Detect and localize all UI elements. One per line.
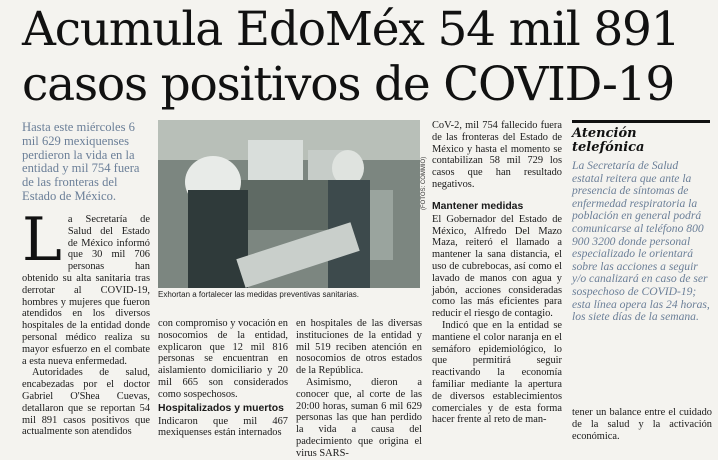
summary-deck: Hasta este miércoles 6 mil 629 mexiquenses perdieron la vida en la entidad y mil 754 fuera de las fronteras del Estado de México. xyxy=(22,120,140,203)
column-4-paragraph-2: El Gobernador del Estado de México, Alfredo Del Mazo Maza, reiteró el llamado a mantener la sana distancia, el uso de cubrebocas, así como el lavado de manos con agua y jabón, acciones consideradas como las más eficientes para reducir el riesgo de contagio. xyxy=(432,213,562,320)
column-3 xyxy=(296,318,422,460)
photo-caption: Exhortan a fortalecer las medidas preventivas sanitarias. xyxy=(158,290,359,299)
column-2-paragraph-1: con compromiso y vocación en nosocomios de la entidad, explicaron que 12 mil 816 personas se encuentran en aislamiento domiciliario y 20 mil 665 son considerados como sospechosos. xyxy=(158,318,288,400)
column-4 xyxy=(432,120,562,426)
drop-cap: L xyxy=(22,205,62,275)
column-1 xyxy=(22,205,150,438)
headline xyxy=(22,2,712,112)
news-photo xyxy=(158,120,420,288)
subhead-hospitalizados: Hospitalizados y muertos xyxy=(158,402,284,414)
sidebar-title-line-1: Atención xyxy=(572,126,637,141)
column-4-paragraph-3: Indicó que en la entidad se mantiene el color naranja en el semáforo epidemiológico, lo que permitirá seguir reactivando la economía familiar mediante la apertura de diversos establecimientos comerciales y de esta forma hacer frente al reto de man- xyxy=(432,319,562,426)
headline-line-2: casos positivos de COVID-19 xyxy=(22,57,675,112)
subhead-mantener-medidas: Mantener medidas xyxy=(432,200,524,212)
column-4-continuation: tener un balance entre el cuidado de la salud y la activación económica. xyxy=(572,407,712,442)
column-3-paragraph-1: en hospitales de las diversas instituciones de la entidad y mil 519 reciben atención en nosocomios de otros estados de la República. xyxy=(296,318,422,377)
headline-line-1: Acumula EdoMéx 54 mil 891 xyxy=(22,2,680,57)
column-1-paragraph-2: Autoridades de salud, encabezadas por el doctor Gabriel O'Shea Cuevas, detallaron que se reportan 54 mil 891 casos positivos que actualmente son atendidos xyxy=(22,367,150,438)
sidebar-title-line-2: telefónica xyxy=(572,140,645,155)
column-3-paragraph-2: Asimismo, dieron a conocer que, al corte de las 20:00 horas, suman 6 mil 629 personas las que han perdido la vida a causa del padecimiento que origina el virus SARS- xyxy=(296,376,422,459)
sidebar-rule xyxy=(572,120,710,123)
column-1-paragraph-1: a Secretaría de Salud del Estado de México informó que 30 mil 706 personas han obtenido su alta sanitaria tras derrotar al COVID-19, hombres y mujeres que fueron atendidos en los diversos hospitales de la entidad donde personal médico realiza su mayor esfuerzo en el combate a esta nueva enfermedad. xyxy=(22,214,150,367)
column-4-paragraph-1: CoV-2, mil 754 fallecido fuera de las fronteras del Estado de México y hasta el momento se contabilizan 58 mil 729 los casos que han resultado negativos. xyxy=(432,120,562,190)
icu-scene-image xyxy=(158,120,420,288)
sidebar-box xyxy=(572,120,710,324)
column-2-paragraph-2: Indicaron que mil 467 mexiquenses están internados xyxy=(158,415,288,439)
sidebar-title xyxy=(572,127,710,155)
sidebar-body: La Secretaría de Salud estatal reitera que ante la presencia de síntomas de enfermedad respiratoria la población en general podrá comunicarse al teléfono 800 900 3200 donde personal especializado le orientará sobre las acciones a seguir y/o canalizará en caso de ser sospechoso de COVID-19; esta línea opera las 24 horas, los siete días de la semana. xyxy=(572,159,710,324)
column-2 xyxy=(158,318,288,439)
photo-credit: (FOTOS: COMMIO) xyxy=(421,156,427,210)
